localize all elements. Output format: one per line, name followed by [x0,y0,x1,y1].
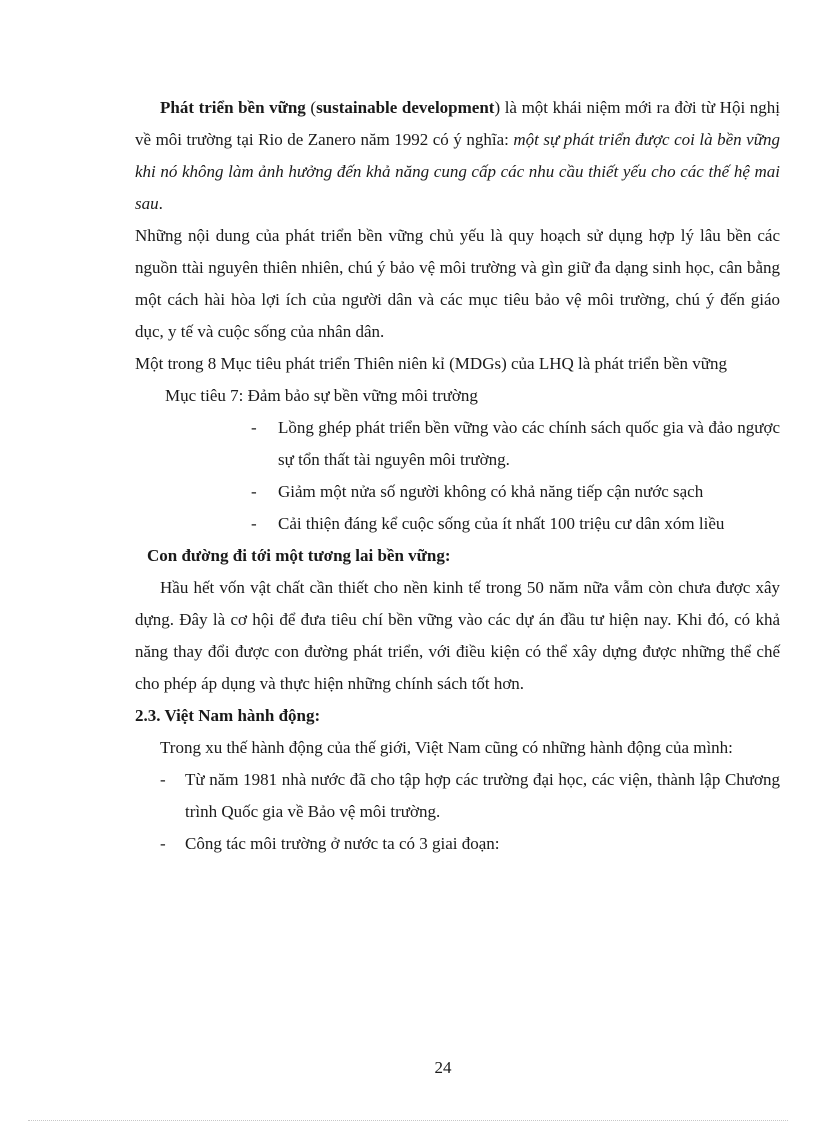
list-item [135,764,780,828]
list-item-text: Lồng ghép phát triển bền vững vào các chính sách quốc gia và đảo ngược sự tổn thất tài nguyên môi trường. [278,418,780,469]
paragraph-mdg: Một trong 8 Mục tiêu phát triển Thiên niên kỉ (MDGs) của LHQ là phát triển bền vững [135,354,727,373]
list-dash: - [160,770,166,789]
section-heading: 2.3. Việt Nam hành động: [135,706,321,725]
term-bold: Phát triển bền vững [160,98,306,117]
page-bottom-divider [28,1120,788,1121]
definition-text: là một khái niệm mới ra đời từ Hội nghị về môi trường tại Rio de Zanero năm 1992 có ý nghĩa: [135,98,780,149]
paren-close: ) [494,98,501,117]
page-number: 24 [434,1058,452,1077]
paragraph-content: Những nội dung của phát triển bền vững chủ yếu là quy hoạch sử dụng hợp lý lâu bền các nguồn ttài nguyên thiên nhiên, chú ý bảo vệ môi trường và gìn giữ đa dạng sinh học, cân bằng một cách hài hòa lợi ích của người dân và các mục tiêu bảo vệ môi trường, chú ý đến giáo dục, y tế và cuộc sống của nhân dân. [135,226,780,341]
list-item-text: Cải thiện đáng kể cuộc sống của ít nhất 100 triệu cư dân xóm liều [278,514,725,533]
list-item-text: Công tác môi trường ở nước ta có 3 giai đoạn: [185,834,500,853]
list-dash: - [160,834,166,853]
paren-open: ( [305,98,317,117]
section-intro: Trong xu thế hành động của thế giới, Việt Nam cũng có những hành động của mình: [160,738,733,757]
goal-7-title: Mục tiêu 7: Đảm bảo sự bền vững môi trường [165,386,478,405]
vietnam-actions-list [135,764,780,860]
term-english: sustainable development [316,98,495,117]
definition-italic: một sự phát triển được coi là bền vững khi nó không làm ảnh hưởng đến khả năng cung cấp các nhu cầu thiết yếu cho các thế hệ mai sau [135,130,781,213]
list-dash: - [251,418,257,437]
list-dash: - [251,482,257,501]
goal-7-list [135,412,780,540]
road-paragraph: Hầu hết vốn vật chất cần thiết cho nền kinh tế trong 50 năm nữa vẫm còn chưa được xây dựng. Đây là cơ hội để đưa tiêu chí bền vững vào các dự án đầu tư hiện nay. Khi đó, có khả năng thay đổi được con đường phát triển, với điều kiện có thể xây dựng được những thể chế cho phép áp dụng và thực hiện những chính sách tốt hơn. [135,578,780,693]
list-item-text: Từ năm 1981 nhà nước đã cho tập hợp các trường đại học, các viện, thành lập Chương trình Quốc gia về Bảo vệ môi trường. [185,770,780,821]
road-heading: Con đường đi tới một tương lai bền vững: [147,546,451,565]
list-item [135,412,780,476]
page-content [135,92,780,860]
list-item [135,476,780,508]
list-item-text: Giảm một nửa số người không có khả năng tiếp cận nước sạch [278,482,704,501]
list-dash: - [251,514,257,533]
definition-end: . [158,194,163,213]
paragraph-sustainable-definition [135,92,780,220]
list-item [135,508,780,540]
list-item [135,828,780,860]
